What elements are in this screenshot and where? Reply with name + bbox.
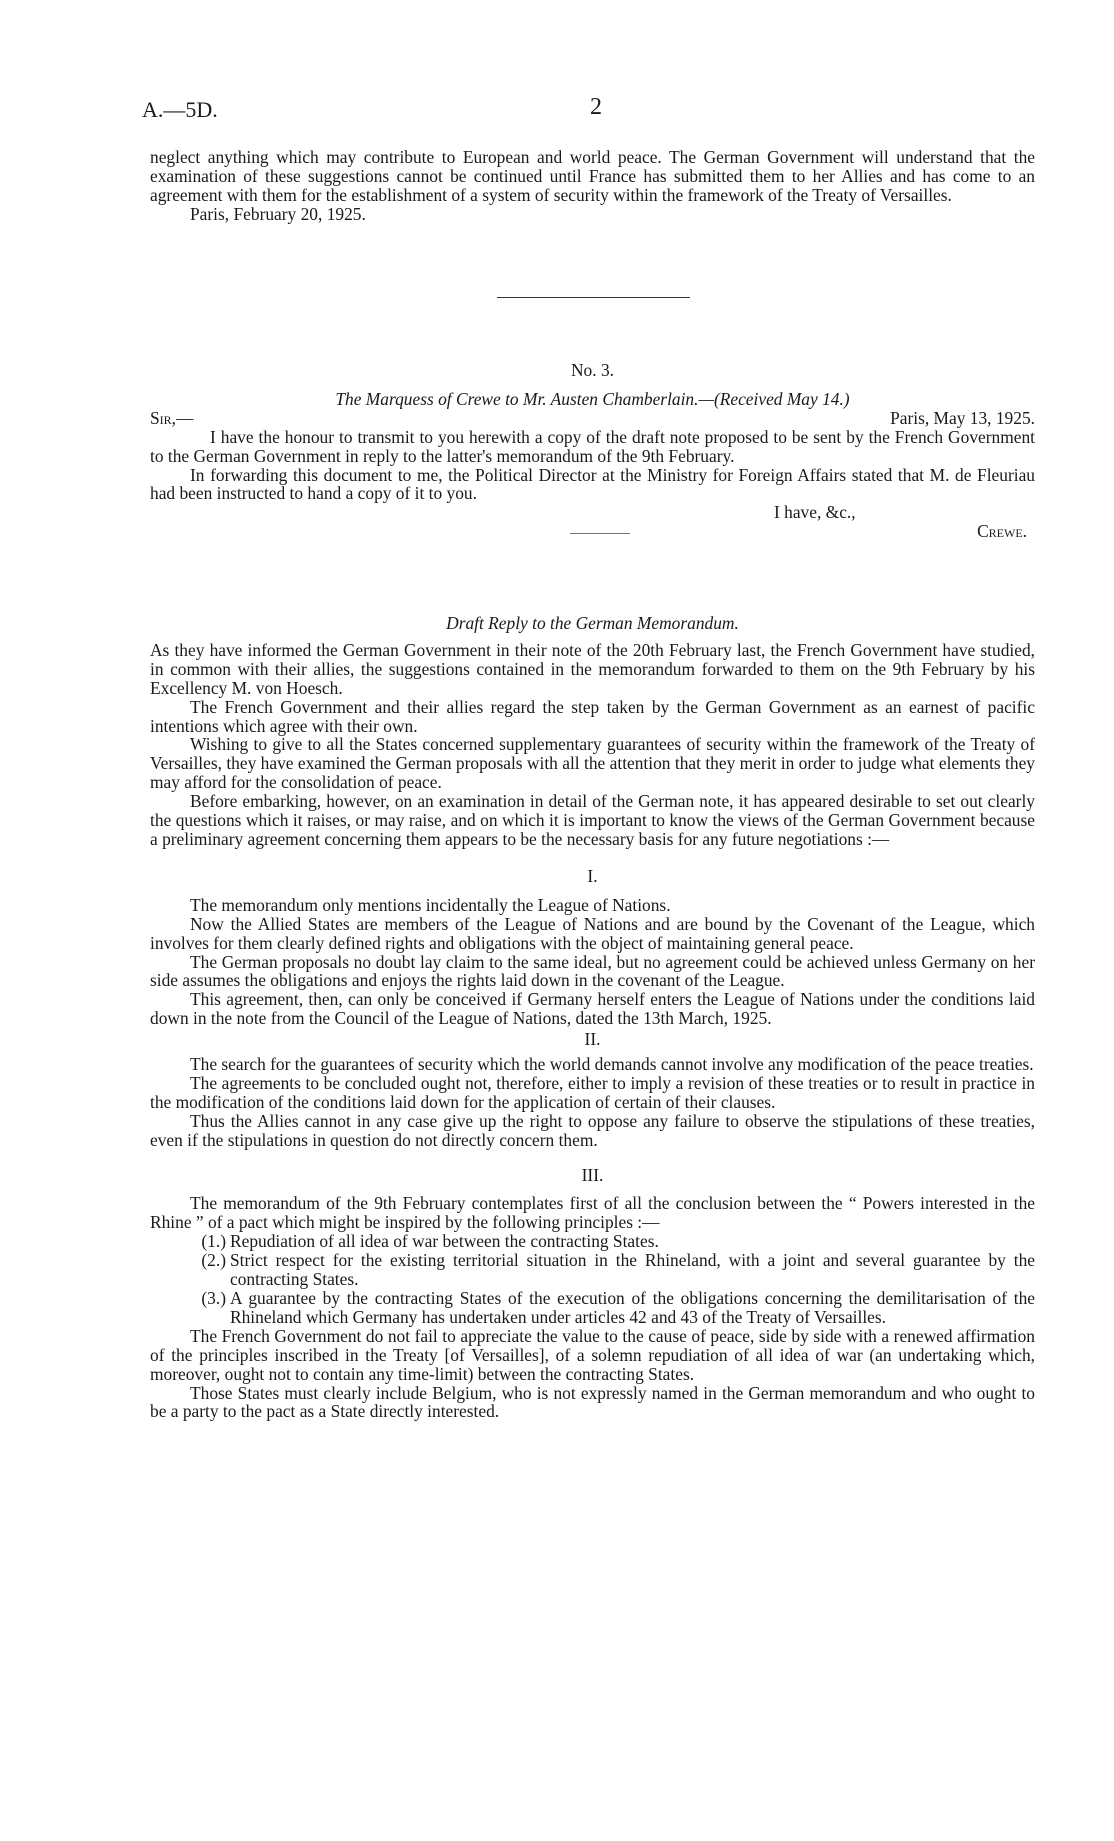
doc3-salutation-row [150, 409, 1035, 428]
section-heading-3: III. [581, 1164, 604, 1185]
draft-intro-paragraph: The French Government and their allies regard the step taken by the German Government as an earnest of pacific intentions which agree with their own. [150, 696, 1035, 736]
doc3-salutation: Sir,— [150, 407, 194, 428]
doc3-section [150, 361, 1035, 541]
draft-intro-paragraph: As they have informed the German Government in their note of the 20th February last, the French Government have studied, in common with their allies, the suggestions contained in the memorandum forwarded to them on the 9th February by his Excellency M. von Hoesch. [150, 639, 1035, 698]
principle-number: (1.) [201, 1231, 226, 1252]
signature-dash [150, 522, 630, 541]
doc3-signature: Crewe. [977, 521, 1027, 542]
continued-dateline: Paris, February 20, 1925. [190, 203, 366, 224]
section1-paragraph: This agreement, then, can only be conceived if Germany herself enters the League of Nations under the conditions laid down in the note from the Council of the League of Nations, dated the 13th March, 1925. [150, 989, 1035, 1029]
section-heading-2: II. [584, 1029, 601, 1050]
draft-intro-paragraph: Wishing to give to all the States concerned supplementary guarantees of security within the framework of the Treaty of Versailles, they have examined the German proposals with all the attention that they merit in order to judge what elements they may afford for the consolidation of peace. [150, 734, 1035, 793]
doc3-closing: I have, &c., [774, 502, 856, 523]
draft-reply-section [150, 614, 1035, 1421]
section2-paragraph: The search for the guarantees of security which the world demands cannot involve any modification of the peace treaties. [190, 1054, 1034, 1075]
continued-paragraph: neglect anything which may contribute to European and world peace. The German Government will understand that the examination of these suggestions cannot be continued until France has submitted them to her Allies and has come to an agreement with them for the establishment of a system of security within the framework of the Treaty of Versailles. [150, 147, 1035, 205]
section1-paragraph: The German proposals no doubt lay claim to the same ideal, but no agreement could be achieved unless Germany on her side assumes the obligations and enjoys the rights laid down in the covenant of the League. [150, 951, 1035, 991]
principle-number: (3.) [201, 1288, 226, 1308]
section1-paragraph: Now the Allied States are members of the League of Nations and are bound by the Covenant of the League, which involves for them clearly defined rights and obligations with the object of maintaining general peace. [150, 913, 1035, 953]
principle-text: Repudiation of all idea of war between the contracting States. [230, 1231, 659, 1252]
section1-paragraph: The memorandum only mentions incidentally the League of Nations. [190, 894, 671, 915]
doc3-paragraph: In forwarding this document to me, the Political Director at the Ministry for Foreign Affairs stated that M. de Fleuriau had been instructed to hand a copy of it to you. [150, 464, 1035, 504]
section2-paragraph: Thus the Allies cannot in any case give up the right to oppose any failure to observe the stipulations of these treaties, even if the stipulations in question do not directly concern them. [150, 1110, 1035, 1150]
doc3-title: The Marquess of Crewe to Mr. Austen Chamberlain.—(Received May 14.) [335, 388, 850, 409]
continued-section [150, 148, 1035, 224]
section-heading-1: I. [587, 865, 598, 886]
draft-title: Draft Reply to the German Memorandum. [446, 613, 739, 633]
principle-number: (2.) [201, 1250, 226, 1271]
draft-intro-paragraph: Before embarking, however, on an examination in detail of the German note, it has appeared desirable to set out clearly the questions which it raises, or may raise, and on which it is important to know the views of the German Government because a preliminary agreement concerning them appears to be the necessary basis for any future negotiations :— [150, 791, 1035, 849]
section3-paragraph: Those States must clearly include Belgium, who is not expressly named in the German memorandum and who ought to be a party to the pact as a State directly interested. [150, 1382, 1035, 1422]
principle-text: Strict respect for the existing territorial situation in the Rhineland, with a joint and several guarantee by the contracting States. [230, 1250, 1035, 1290]
doc3-signature-row [150, 522, 1035, 541]
doc3-paragraph: I have the honour to transmit to you herewith a copy of the draft note proposed to be sent by the French Government to the German Government in reply to the latter's memorandum of the 9th February. [150, 426, 1035, 466]
section3-lead: The memorandum of the 9th February contemplates first of all the conclusion between the “ Powers interested in the Rhine ” of a pact which might be inspired by the following principles :— [150, 1193, 1035, 1233]
page-number: 2 [590, 94, 602, 120]
principle-item [150, 1232, 1035, 1251]
document-reference: A.—5D. [142, 97, 218, 122]
principle-text: A guarantee by the contracting States of the execution of the obligations concerning the demilitarisation of the Rhineland which Germany has undertaken under articles 42 and 43 of the Treaty of Versailles. [230, 1288, 1035, 1327]
section2-paragraph: The agreements to be concluded ought not, therefore, either to imply a revision of these treaties or to result in practice in the modification of the conditions laid down for the application of certain of their clauses. [150, 1072, 1035, 1112]
section-divider [497, 297, 690, 298]
section3-paragraph: The French Government do not fail to appreciate the value to the cause of peace, side by side with a renewed affirmation of the principles inscribed in the Treaty [of Versailles], of a solemn repudiation of all idea of war (an undertaking which, moreover, ought not to contain any time-limit) between the contracting States. [150, 1325, 1035, 1384]
principle-item [150, 1289, 1035, 1327]
doc3-date: Paris, May 13, 1925. [890, 407, 1035, 428]
doc3-number: No. 3. [571, 360, 614, 380]
principle-item [150, 1251, 1035, 1289]
